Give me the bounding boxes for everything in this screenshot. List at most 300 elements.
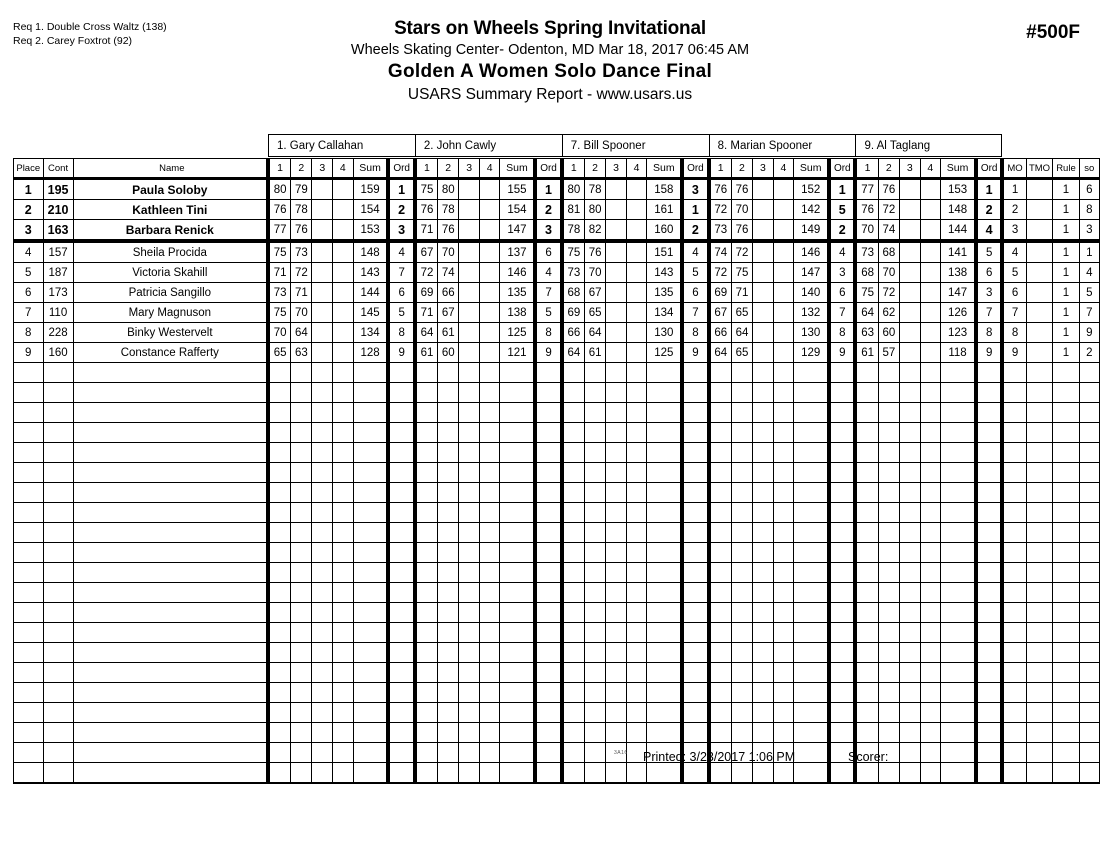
cell-judge-1-sum <box>353 563 388 583</box>
cell-judge-5-sum <box>941 483 976 503</box>
cell-judge-2-sum <box>500 623 535 643</box>
cell-judge-5-score-4 <box>920 683 941 703</box>
cell-judge-4-score-2: 76 <box>731 179 752 200</box>
judge-header-1: 1. Gary Callahan <box>268 134 415 157</box>
cell-judge-4-score-2: 76 <box>731 220 752 242</box>
cell-judge-4-score-3 <box>753 663 774 683</box>
cell-judge-5-sum <box>941 383 976 403</box>
cell-tmo <box>1026 403 1053 423</box>
cell-judge-2-score-3 <box>459 703 480 723</box>
cell-judge-2-ord: 9 <box>535 343 561 363</box>
score-table-body <box>14 179 1100 784</box>
cell-cont <box>43 483 73 503</box>
cell-judge-3-score-1 <box>562 523 585 543</box>
cell-judge-3-score-3 <box>606 323 627 343</box>
cell-judge-4-score-3 <box>753 263 774 283</box>
cell-judge-4-score-4 <box>773 483 794 503</box>
cell-judge-4-score-2 <box>731 363 752 383</box>
cell-judge-4-score-4 <box>773 383 794 403</box>
cell-judge-4-score-1 <box>709 503 732 523</box>
cell-name <box>73 663 268 683</box>
cell-judge-3-score-2: 61 <box>584 343 605 363</box>
cell-judge-1-score-2 <box>291 543 312 563</box>
cell-judge-2-sum <box>500 743 535 763</box>
cell-name <box>73 523 268 543</box>
cell-name <box>73 623 268 643</box>
cell-judge-5-sum: 123 <box>941 323 976 343</box>
cell-judge-2-score-4 <box>479 563 500 583</box>
cell-judge-3-score-2 <box>584 543 605 563</box>
cell-judge-1-sum: 134 <box>353 323 388 343</box>
cell-judge-4-score-1 <box>709 763 732 784</box>
cell-judge-1-score-3 <box>312 283 333 303</box>
cell-judge-2-score-3 <box>459 383 480 403</box>
cell-name <box>73 743 268 763</box>
cell-judge-1-score-3 <box>312 179 333 200</box>
cell-judge-1-ord <box>388 583 414 603</box>
cell-judge-5-score-1: 73 <box>855 241 878 263</box>
cell-judge-1-score-3 <box>312 643 333 663</box>
cell-judge-2-sum <box>500 763 535 784</box>
cell-tmo <box>1026 723 1053 743</box>
cell-judge-1-score-1 <box>268 363 291 383</box>
header-judge-3-score-1: 1 <box>562 159 585 179</box>
cell-judge-2-sum <box>500 683 535 703</box>
cell-judge-3-ord <box>682 443 708 463</box>
cell-judge-1-score-2: 78 <box>291 200 312 220</box>
cell-mo: 1 <box>1002 179 1026 200</box>
cell-judge-4-ord <box>829 443 855 463</box>
cell-name: Binky Westervelt <box>73 323 268 343</box>
cell-judge-1-score-2 <box>291 763 312 784</box>
cell-judge-1-score-1: 80 <box>268 179 291 200</box>
cell-judge-1-score-2 <box>291 603 312 623</box>
cell-judge-4-score-1 <box>709 463 732 483</box>
cell-judge-4-ord <box>829 463 855 483</box>
header-judge-1-score-4: 4 <box>333 159 354 179</box>
cell-judge-4-score-4 <box>773 643 794 663</box>
cell-judge-5-score-1: 68 <box>855 263 878 283</box>
cell-judge-1-ord: 5 <box>388 303 414 323</box>
requirement-line-2: Req 2. Carey Foxtrot (92) <box>13 35 133 47</box>
cell-judge-3-sum <box>647 363 682 383</box>
cell-judge-2-ord: 6 <box>535 241 561 263</box>
cell-judge-2-sum: 146 <box>500 263 535 283</box>
cell-judge-1-ord <box>388 723 414 743</box>
header-judge-4-score-1: 1 <box>709 159 732 179</box>
cell-judge-5-score-1 <box>855 643 878 663</box>
cell-judge-3-sum <box>647 503 682 523</box>
cell-judge-4-score-4 <box>773 443 794 463</box>
cell-judge-4-ord: 7 <box>829 303 855 323</box>
cell-judge-3-score-4 <box>626 523 647 543</box>
cell-judge-1-score-2 <box>291 683 312 703</box>
cell-judge-2-score-2 <box>438 363 459 383</box>
cell-judge-5-ord <box>976 643 1002 663</box>
cell-mo: 3 <box>1002 220 1026 242</box>
cell-so: 6 <box>1079 179 1099 200</box>
cell-cont: 195 <box>43 179 73 200</box>
cell-judge-1-ord <box>388 363 414 383</box>
cell-so <box>1079 543 1099 563</box>
cell-judge-2-ord <box>535 603 561 623</box>
cell-judge-4-sum <box>794 643 829 663</box>
cell-tmo <box>1026 703 1053 723</box>
cell-judge-5-ord: 6 <box>976 263 1002 283</box>
cell-judge-2-score-1 <box>415 623 438 643</box>
cell-judge-2-score-1 <box>415 383 438 403</box>
cell-judge-3-score-3 <box>606 703 627 723</box>
cell-judge-5-score-3 <box>899 683 920 703</box>
cell-judge-5-score-2 <box>878 583 899 603</box>
cell-judge-2-score-3 <box>459 443 480 463</box>
cell-tmo <box>1026 303 1053 323</box>
cell-judge-5-score-4 <box>920 443 941 463</box>
cell-judge-5-sum: 141 <box>941 241 976 263</box>
cell-judge-2-ord: 2 <box>535 200 561 220</box>
cell-so: 5 <box>1079 283 1099 303</box>
cell-judge-5-score-4 <box>920 323 941 343</box>
cell-tmo <box>1026 583 1053 603</box>
cell-tmo <box>1026 743 1053 763</box>
cell-judge-3-ord <box>682 703 708 723</box>
cell-judge-5-score-4 <box>920 363 941 383</box>
cell-judge-1-score-2: 70 <box>291 303 312 323</box>
cell-judge-2-score-3 <box>459 423 480 443</box>
cell-judge-3-ord: 5 <box>682 263 708 283</box>
cell-name <box>73 383 268 403</box>
cell-place: 9 <box>14 343 44 363</box>
cell-judge-5-score-3 <box>899 200 920 220</box>
cell-judge-3-score-3 <box>606 523 627 543</box>
cell-judge-3-score-2: 78 <box>584 179 605 200</box>
cell-place <box>14 703 44 723</box>
cell-rule <box>1053 523 1079 543</box>
cell-cont <box>43 623 73 643</box>
cell-judge-2-score-1: 75 <box>415 179 438 200</box>
cell-rule <box>1053 603 1079 623</box>
cell-judge-1-sum <box>353 443 388 463</box>
cell-so <box>1079 763 1099 784</box>
cell-name <box>73 403 268 423</box>
cell-so <box>1079 703 1099 723</box>
cell-place <box>14 483 44 503</box>
header-judge-4-score-3: 3 <box>753 159 774 179</box>
cell-judge-1-score-3 <box>312 543 333 563</box>
cell-judge-5-score-3 <box>899 179 920 200</box>
cell-judge-1-sum <box>353 603 388 623</box>
cell-judge-5-ord <box>976 363 1002 383</box>
cell-judge-2-ord: 1 <box>535 179 561 200</box>
cell-judge-4-score-2 <box>731 503 752 523</box>
cell-judge-5-score-1 <box>855 683 878 703</box>
cell-judge-4-score-4 <box>773 603 794 623</box>
cell-judge-2-score-1 <box>415 683 438 703</box>
header-cont: Cont <box>43 159 73 179</box>
cell-judge-4-score-1: 72 <box>709 200 732 220</box>
cell-judge-3-sum <box>647 443 682 463</box>
cell-judge-5-score-4 <box>920 463 941 483</box>
cell-judge-3-score-1: 69 <box>562 303 585 323</box>
cell-judge-5-score-2: 74 <box>878 220 899 242</box>
cell-judge-3-score-4 <box>626 179 647 200</box>
cell-name <box>73 483 268 503</box>
cell-place <box>14 563 44 583</box>
cell-judge-3-score-1 <box>562 583 585 603</box>
cell-judge-1-sum <box>353 423 388 443</box>
cell-judge-4-ord: 5 <box>829 200 855 220</box>
cell-judge-3-score-2 <box>584 683 605 703</box>
cell-judge-4-ord <box>829 363 855 383</box>
cell-rule <box>1053 403 1079 423</box>
cell-rule: 1 <box>1053 200 1079 220</box>
cell-judge-5-score-4 <box>920 403 941 423</box>
cell-judge-1-score-4 <box>333 443 354 463</box>
table-row <box>14 423 1100 443</box>
cell-judge-2-score-4 <box>479 683 500 703</box>
cell-judge-2-score-1 <box>415 443 438 463</box>
cell-name: Constance Rafferty <box>73 343 268 363</box>
cell-rule <box>1053 683 1079 703</box>
cell-judge-5-score-3 <box>899 763 920 784</box>
cell-name <box>73 683 268 703</box>
cell-judge-2-score-4 <box>479 463 500 483</box>
cell-judge-1-score-4 <box>333 743 354 763</box>
cell-rule <box>1053 443 1079 463</box>
cell-judge-2-score-1 <box>415 763 438 784</box>
cell-cont: 187 <box>43 263 73 283</box>
cell-judge-2-score-2 <box>438 563 459 583</box>
cell-judge-4-sum: 132 <box>794 303 829 323</box>
cell-judge-1-score-2 <box>291 523 312 543</box>
cell-rule <box>1053 423 1079 443</box>
cell-so: 1 <box>1079 241 1099 263</box>
cell-cont <box>43 543 73 563</box>
cell-judge-3-score-2 <box>584 403 605 423</box>
cell-mo <box>1002 563 1026 583</box>
cell-mo <box>1002 483 1026 503</box>
cell-judge-5-score-3 <box>899 363 920 383</box>
cell-judge-1-score-3 <box>312 363 333 383</box>
cell-judge-2-sum: 138 <box>500 303 535 323</box>
cell-judge-3-ord <box>682 363 708 383</box>
cell-judge-5-score-4 <box>920 723 941 743</box>
cell-judge-3-score-4 <box>626 263 647 283</box>
cell-judge-4-score-2 <box>731 543 752 563</box>
cell-judge-5-score-2: 62 <box>878 303 899 323</box>
cell-judge-3-score-1: 73 <box>562 263 585 283</box>
cell-judge-1-score-1: 75 <box>268 241 291 263</box>
cell-judge-5-sum: 148 <box>941 200 976 220</box>
cell-judge-3-score-4 <box>626 200 647 220</box>
cell-judge-5-score-3 <box>899 323 920 343</box>
cell-judge-1-score-1 <box>268 543 291 563</box>
cell-judge-4-score-1 <box>709 623 732 643</box>
cell-place: 4 <box>14 241 44 263</box>
cell-judge-3-score-1: 81 <box>562 200 585 220</box>
cell-judge-3-score-2: 70 <box>584 263 605 283</box>
cell-judge-3-score-4 <box>626 220 647 242</box>
cell-judge-3-score-1 <box>562 663 585 683</box>
cell-judge-1-score-1 <box>268 763 291 784</box>
cell-judge-4-score-1 <box>709 683 732 703</box>
cell-judge-2-score-4 <box>479 483 500 503</box>
cell-place: 3 <box>14 220 44 242</box>
cell-rule <box>1053 723 1079 743</box>
cell-judge-4-score-3 <box>753 623 774 643</box>
cell-judge-4-score-2 <box>731 643 752 663</box>
cell-judge-5-score-2 <box>878 463 899 483</box>
cell-judge-2-sum <box>500 723 535 743</box>
cell-judge-4-score-2 <box>731 463 752 483</box>
cell-judge-4-score-4 <box>773 241 794 263</box>
cell-judge-5-ord <box>976 463 1002 483</box>
cell-judge-3-score-2: 80 <box>584 200 605 220</box>
cell-judge-3-score-2 <box>584 623 605 643</box>
cell-judge-1-score-2 <box>291 463 312 483</box>
cell-cont <box>43 643 73 663</box>
cell-judge-3-score-2 <box>584 583 605 603</box>
cell-judge-4-score-4 <box>773 283 794 303</box>
cell-judge-2-score-1: 61 <box>415 343 438 363</box>
cell-judge-4-ord: 6 <box>829 283 855 303</box>
cell-judge-5-score-1: 63 <box>855 323 878 343</box>
cell-judge-2-sum: 121 <box>500 343 535 363</box>
cell-judge-3-score-3 <box>606 200 627 220</box>
cell-judge-4-ord <box>829 763 855 784</box>
cell-judge-2-score-2 <box>438 503 459 523</box>
table-row <box>14 463 1100 483</box>
cell-place <box>14 363 44 383</box>
cell-judge-4-ord <box>829 643 855 663</box>
cell-judge-1-score-3 <box>312 563 333 583</box>
cell-judge-3-score-3 <box>606 483 627 503</box>
cell-judge-5-sum <box>941 443 976 463</box>
cell-judge-1-score-4 <box>333 603 354 623</box>
cell-so <box>1079 463 1099 483</box>
cell-judge-3-score-4 <box>626 323 647 343</box>
cell-so <box>1079 603 1099 623</box>
cell-judge-3-score-1 <box>562 763 585 784</box>
cell-judge-3-ord <box>682 403 708 423</box>
cell-judge-2-score-2 <box>438 603 459 623</box>
cell-judge-1-score-1 <box>268 703 291 723</box>
cell-place <box>14 603 44 623</box>
cell-mo <box>1002 703 1026 723</box>
cell-rule <box>1053 483 1079 503</box>
cell-judge-2-score-3 <box>459 200 480 220</box>
cell-judge-1-ord <box>388 503 414 523</box>
cell-judge-2-score-3 <box>459 503 480 523</box>
cell-judge-3-score-3 <box>606 443 627 463</box>
cell-judge-5-sum <box>941 363 976 383</box>
header-judge-1-score-3: 3 <box>312 159 333 179</box>
cell-judge-2-score-1 <box>415 543 438 563</box>
cell-judge-2-score-4 <box>479 423 500 443</box>
cell-tmo <box>1026 683 1053 703</box>
cell-judge-4-score-2: 64 <box>731 323 752 343</box>
cell-judge-4-score-1 <box>709 443 732 463</box>
cell-judge-3-score-4 <box>626 563 647 583</box>
cell-judge-2-ord: 4 <box>535 263 561 283</box>
cell-judge-4-sum <box>794 503 829 523</box>
cell-judge-3-score-1 <box>562 363 585 383</box>
cell-cont <box>43 443 73 463</box>
cell-judge-1-score-4 <box>333 583 354 603</box>
cell-judge-1-sum <box>353 623 388 643</box>
table-row <box>14 763 1100 784</box>
cell-judge-2-score-1 <box>415 743 438 763</box>
cell-so <box>1079 403 1099 423</box>
cell-judge-5-sum <box>941 643 976 663</box>
cell-judge-2-sum <box>500 363 535 383</box>
cell-judge-1-score-1 <box>268 563 291 583</box>
cell-judge-4-score-1 <box>709 383 732 403</box>
cell-so <box>1079 503 1099 523</box>
cell-judge-2-score-2 <box>438 683 459 703</box>
table-row <box>14 200 1100 220</box>
cell-judge-2-score-3 <box>459 663 480 683</box>
cell-judge-5-ord <box>976 663 1002 683</box>
cell-judge-4-score-1 <box>709 423 732 443</box>
cell-judge-2-score-2: 78 <box>438 200 459 220</box>
cell-judge-2-score-2 <box>438 623 459 643</box>
cell-judge-2-ord <box>535 563 561 583</box>
cell-judge-5-score-1 <box>855 463 878 483</box>
cell-judge-5-score-2: 76 <box>878 179 899 200</box>
cell-judge-3-score-4 <box>626 363 647 383</box>
table-row <box>14 543 1100 563</box>
header-judge-5-score-3: 3 <box>899 159 920 179</box>
cell-judge-1-score-4 <box>333 763 354 784</box>
cell-judge-3-sum <box>647 683 682 703</box>
cell-judge-5-score-2: 72 <box>878 200 899 220</box>
cell-judge-4-score-1 <box>709 583 732 603</box>
cell-judge-5-score-3 <box>899 503 920 523</box>
cell-judge-2-sum <box>500 603 535 623</box>
cell-judge-4-score-4 <box>773 220 794 242</box>
form-code: 3A16 <box>614 750 628 756</box>
cell-judge-1-sum <box>353 743 388 763</box>
cell-judge-3-score-2 <box>584 483 605 503</box>
cell-judge-5-score-3 <box>899 343 920 363</box>
cell-judge-5-ord <box>976 543 1002 563</box>
cell-judge-2-sum <box>500 563 535 583</box>
cell-judge-3-score-2: 67 <box>584 283 605 303</box>
cell-judge-1-score-1 <box>268 643 291 663</box>
cell-judge-5-ord <box>976 383 1002 403</box>
cell-judge-5-score-1 <box>855 483 878 503</box>
cell-so <box>1079 423 1099 443</box>
cell-so <box>1079 523 1099 543</box>
cell-so <box>1079 743 1099 763</box>
cell-place <box>14 683 44 703</box>
cell-judge-3-score-3 <box>606 503 627 523</box>
cell-judge-3-score-4 <box>626 483 647 503</box>
cell-judge-3-score-1 <box>562 603 585 623</box>
cell-judge-3-sum: 143 <box>647 263 682 283</box>
cell-name: Victoria Skahill <box>73 263 268 283</box>
cell-judge-2-sum: 154 <box>500 200 535 220</box>
cell-judge-1-ord <box>388 743 414 763</box>
cell-judge-5-score-4 <box>920 263 941 283</box>
cell-judge-2-score-4 <box>479 200 500 220</box>
cell-judge-1-score-4 <box>333 383 354 403</box>
cell-judge-1-score-2 <box>291 383 312 403</box>
cell-judge-5-score-3 <box>899 423 920 443</box>
cell-judge-3-score-2 <box>584 763 605 784</box>
cell-judge-3-sum <box>647 483 682 503</box>
